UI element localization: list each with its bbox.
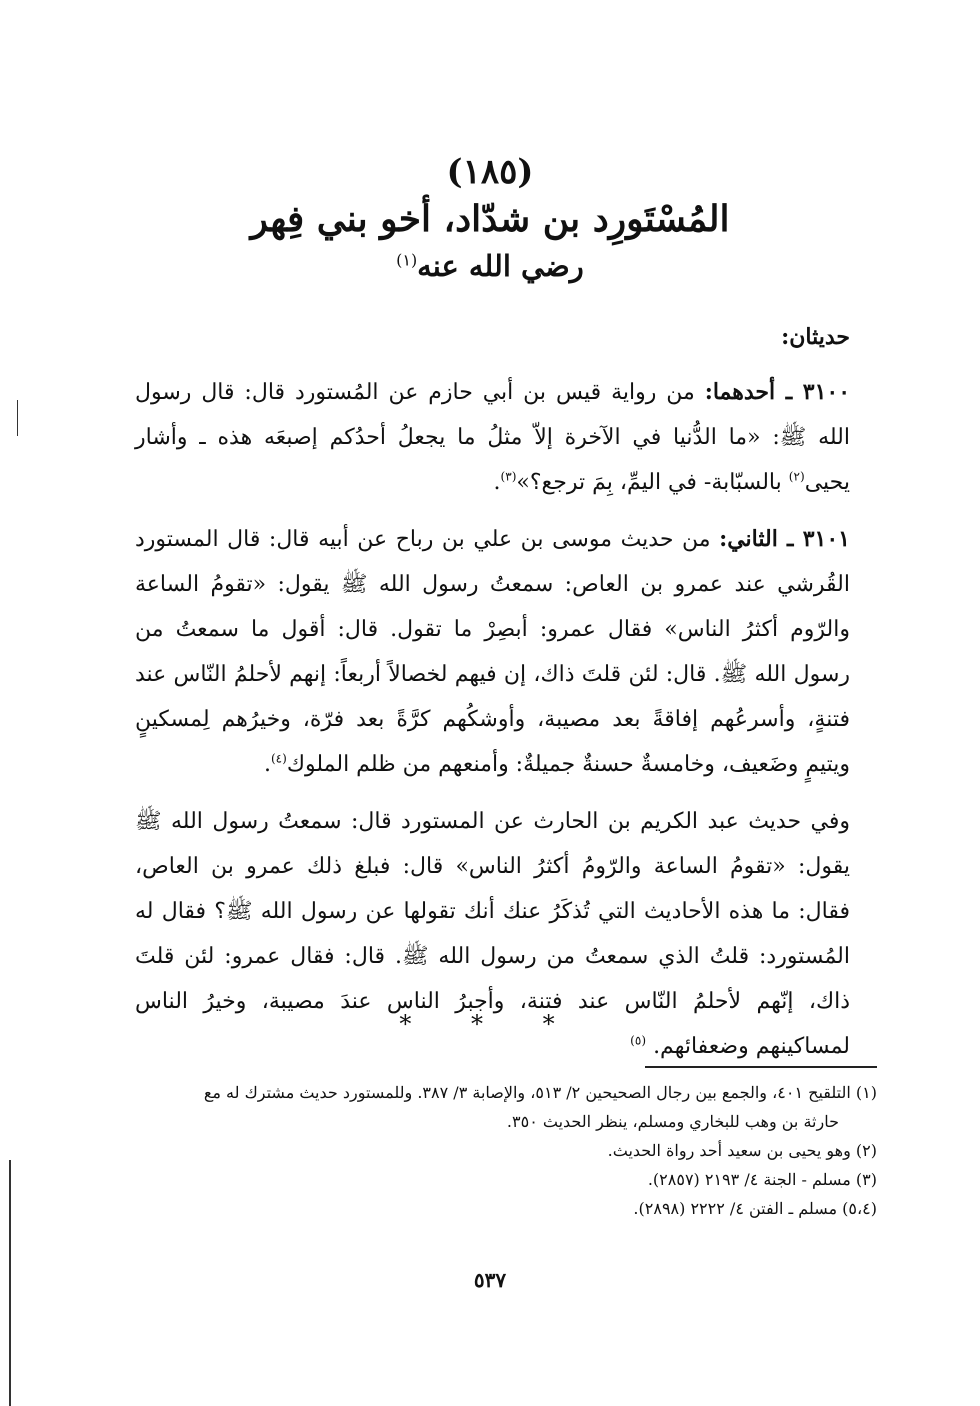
hadith-3101-end: .: [263, 752, 271, 777]
footnote-ref-3: (٣): [500, 469, 517, 484]
footnote-rule: [645, 1066, 877, 1068]
footnote-ref-5: (٥): [630, 1033, 647, 1048]
main-text: [135, 315, 850, 1081]
page-number: ٥٣٧: [473, 1268, 507, 1292]
footnote-1-cont: حارثة بن وهب للبخاري ومسلم، ينظر الحديث ٣٥٠.: [506, 1112, 839, 1131]
hadith-3100-text: من رواية قيس بن أبي حازم عن المُستورد قال: قال رسول الله ﷺ: «ما الدُّنيا في الآخرة إلاّ مثلُ ما يجعلُ أحدُكم إصبعَه هذه ـ وأشار يحيى: [135, 380, 850, 495]
hadith-3100-text-cont: بالسبّابة- في اليمِّ، بِمَ ترجع؟»: [516, 470, 782, 495]
scan-edge-mark-top: [17, 400, 18, 436]
subtitle-text: رضي الله عنه: [417, 249, 584, 283]
footnote-2: (٢) وهو يحيى بن سعيد أحد رواة الحديث.: [607, 1141, 877, 1160]
footnote-ref-2: (٢): [788, 469, 805, 484]
section-heading: حديثان:: [781, 324, 850, 350]
section-separator: * * *: [399, 1010, 581, 1038]
hadith-3100-lead: ٣١٠٠ ـ أحدهما:: [704, 379, 851, 405]
footnote-ref-4: (٤): [270, 751, 287, 766]
hadith-3101: [135, 517, 850, 787]
hadith-3100: [135, 370, 850, 505]
footnote-4-5: (٥،٤) مسلم ـ الفتن ٤/ ٢٢٢٢ (٢٨٩٨).: [633, 1199, 877, 1218]
hadith-3101-lead: ٣١٠١ ـ الثاني:: [719, 526, 850, 552]
hadith-3101-text: من حديث موسى بن علي بن رباح عن أبيه قال: قال المستورد القُرشي عند عمرو بن العاص: سمعتُ رسول الله ﷺ يقول: «تقومُ الساعة والرّوم أكثرُ الناس» فقال عمرو: أبصِرْ ما تقول. قال: أقول ما سمعتُ من رسول الله ﷺ. قال: لئن قلتَ ذاك، إن فيهم لخصالاً أربعاً: إنهم لأحلمُ النّاس عند فتنةٍ، وأسرعُهم إفاقةً بعد مصيبة، وأوشكُهم كرَّةً بعد فرّة، وخيرُهم لِمسكينٍ ويتيمٍ وضَعيف، وخامسةٌ حسنةٌ جميلةٌ: وأمنعهم من ظلم الملوك: [135, 527, 850, 777]
footnotes: [135, 1078, 877, 1223]
chapter-header: [120, 150, 860, 288]
scan-edge-mark-bottom: [9, 1160, 11, 1406]
footnote-3: (٣) مسلم - الجنة ٤/ ٢١٩٣ (٢٨٥٧).: [647, 1170, 877, 1189]
chapter-number: (١٨٥): [446, 152, 534, 192]
hadith-variant-text: وفي حديث عبد الكريم بن الحارث عن المستورد قال: سمعتُ رسول الله ﷺ يقول: «تقومُ الساعة والرّومُ أكثرُ الناس» قال: فبلغ ذلك عمرو بن العاص، فقال: ما هذه الأحاديث التي تُذكَرُ عنك أنك تقولها عن رسول الله ﷺ؟ فقال له المُستورد: قلتُ الذي سمعتُ من رسول الله ﷺ. قال: فقال عمرو: لئن قلتَ ذاك، إنّهم لأحلمُ النّاس عند فتنة، وأجبرُ الناس عندَ مصيبة، وخيرُ الناس لمساكينهم وضعفائهم.: [135, 809, 850, 1059]
chapter-subtitle: [120, 244, 860, 288]
hadith-3100-end: .: [493, 470, 501, 495]
footnote-1: (١) التلقيح ٤٠١، والجمع بين رجال الصحيحين ٢/ ٥١٣، والإصابة ٣/ ٣٨٧. وللمستورد حديث مشترك له مع: [203, 1083, 877, 1102]
footnote-ref-1: (١): [396, 250, 418, 270]
chapter-title: المُسْتَورِد بن شدّاد، أخو بني فِهر: [250, 198, 730, 240]
